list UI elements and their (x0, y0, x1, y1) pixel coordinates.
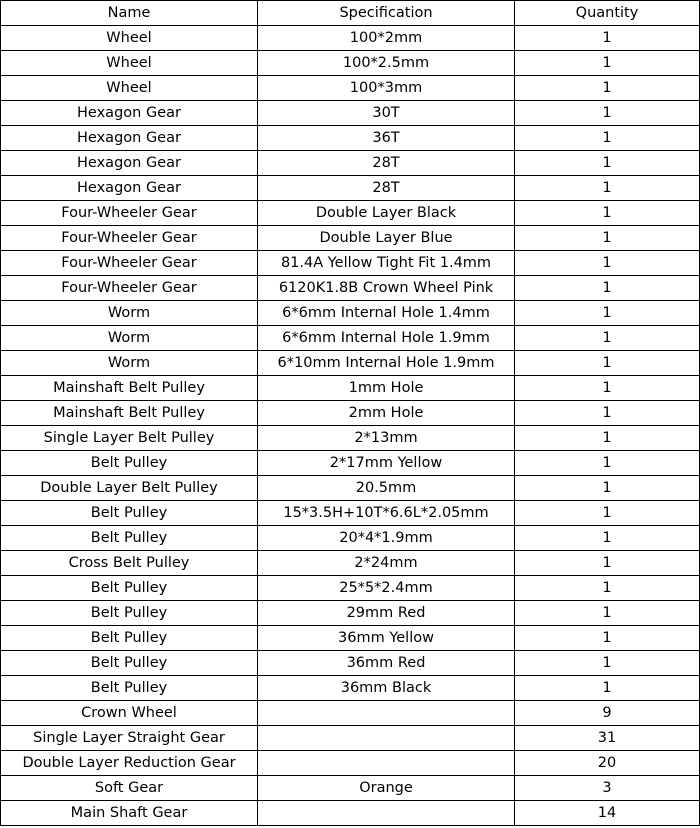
cell-name: Cross Belt Pulley (1, 551, 258, 576)
cell-name: Worm (1, 326, 258, 351)
cell-name: Crown Wheel (1, 701, 258, 726)
table-row (1, 551, 700, 576)
cell-name: Hexagon Gear (1, 151, 258, 176)
cell-quantity: 1 (515, 626, 700, 651)
table-row (1, 701, 700, 726)
cell-quantity: 1 (515, 576, 700, 601)
table-row (1, 301, 700, 326)
table-row (1, 501, 700, 526)
cell-name: Belt Pulley (1, 601, 258, 626)
cell-specification: 2*17mm Yellow (258, 451, 515, 476)
cell-specification (258, 701, 515, 726)
table-row (1, 201, 700, 226)
cell-quantity: 1 (515, 351, 700, 376)
cell-specification: 1mm Hole (258, 376, 515, 401)
cell-quantity: 1 (515, 326, 700, 351)
cell-specification: 36mm Black (258, 676, 515, 701)
cell-name: Four-Wheeler Gear (1, 251, 258, 276)
cell-quantity: 1 (515, 276, 700, 301)
cell-quantity: 1 (515, 476, 700, 501)
cell-specification: 6*10mm Internal Hole 1.9mm (258, 351, 515, 376)
column-header-name: Name (1, 1, 258, 26)
cell-quantity: 14 (515, 801, 700, 826)
cell-quantity: 1 (515, 51, 700, 76)
cell-name: Belt Pulley (1, 576, 258, 601)
table-row (1, 276, 700, 301)
cell-name: Hexagon Gear (1, 101, 258, 126)
cell-quantity: 1 (515, 551, 700, 576)
cell-specification: 100*2mm (258, 26, 515, 51)
cell-specification (258, 751, 515, 776)
table-row (1, 676, 700, 701)
table-row (1, 76, 700, 101)
cell-quantity: 1 (515, 376, 700, 401)
table-row (1, 576, 700, 601)
cell-quantity: 1 (515, 201, 700, 226)
cell-quantity: 1 (515, 401, 700, 426)
table-header-row (1, 1, 700, 26)
cell-name: Hexagon Gear (1, 176, 258, 201)
cell-quantity: 1 (515, 676, 700, 701)
cell-specification: 2*24mm (258, 551, 515, 576)
cell-name: Wheel (1, 26, 258, 51)
cell-name: Hexagon Gear (1, 126, 258, 151)
cell-name: Double Layer Belt Pulley (1, 476, 258, 501)
cell-specification: 28T (258, 176, 515, 201)
table-row (1, 751, 700, 776)
cell-specification: 2*13mm (258, 426, 515, 451)
cell-name: Four-Wheeler Gear (1, 201, 258, 226)
cell-quantity: 1 (515, 526, 700, 551)
cell-quantity: 1 (515, 426, 700, 451)
cell-quantity: 1 (515, 601, 700, 626)
cell-quantity: 9 (515, 701, 700, 726)
cell-specification: 81.4A Yellow Tight Fit 1.4mm (258, 251, 515, 276)
cell-name: Belt Pulley (1, 651, 258, 676)
cell-name: Wheel (1, 76, 258, 101)
column-header-quantity: Quantity (515, 1, 700, 26)
table-row (1, 326, 700, 351)
cell-specification: 2mm Hole (258, 401, 515, 426)
cell-name: Worm (1, 351, 258, 376)
table-row (1, 126, 700, 151)
cell-specification: 6120K1.8B Crown Wheel Pink (258, 276, 515, 301)
cell-name: Belt Pulley (1, 501, 258, 526)
table-row (1, 451, 700, 476)
table-row (1, 626, 700, 651)
cell-quantity: 1 (515, 251, 700, 276)
cell-quantity: 1 (515, 301, 700, 326)
table-row (1, 776, 700, 801)
column-header-specification: Specification (258, 1, 515, 26)
cell-specification: 100*3mm (258, 76, 515, 101)
cell-specification: Orange (258, 776, 515, 801)
table-row (1, 251, 700, 276)
cell-name: Wheel (1, 51, 258, 76)
cell-quantity: 1 (515, 151, 700, 176)
cell-name: Belt Pulley (1, 451, 258, 476)
cell-name: Single Layer Straight Gear (1, 726, 258, 751)
cell-name: Belt Pulley (1, 626, 258, 651)
table-row (1, 226, 700, 251)
cell-name: Double Layer Reduction Gear (1, 751, 258, 776)
cell-quantity: 1 (515, 126, 700, 151)
cell-specification: 6*6mm Internal Hole 1.9mm (258, 326, 515, 351)
cell-specification: 36mm Red (258, 651, 515, 676)
table-row (1, 651, 700, 676)
table-row (1, 476, 700, 501)
table-row (1, 726, 700, 751)
cell-quantity: 31 (515, 726, 700, 751)
table-row (1, 801, 700, 826)
table-row (1, 401, 700, 426)
cell-name: Belt Pulley (1, 526, 258, 551)
cell-specification: 20*4*1.9mm (258, 526, 515, 551)
cell-specification: Double Layer Blue (258, 226, 515, 251)
cell-quantity: 1 (515, 101, 700, 126)
cell-specification: 6*6mm Internal Hole 1.4mm (258, 301, 515, 326)
cell-specification: 25*5*2.4mm (258, 576, 515, 601)
cell-name: Belt Pulley (1, 676, 258, 701)
table-row (1, 101, 700, 126)
cell-quantity: 1 (515, 651, 700, 676)
cell-name: Mainshaft Belt Pulley (1, 376, 258, 401)
cell-name: Four-Wheeler Gear (1, 276, 258, 301)
cell-name: Soft Gear (1, 776, 258, 801)
cell-specification: Double Layer Black (258, 201, 515, 226)
cell-quantity: 1 (515, 26, 700, 51)
cell-name: Single Layer Belt Pulley (1, 426, 258, 451)
cell-quantity: 1 (515, 76, 700, 101)
table-row (1, 26, 700, 51)
cell-specification: 29mm Red (258, 601, 515, 626)
cell-quantity: 20 (515, 751, 700, 776)
table-row (1, 51, 700, 76)
cell-specification: 15*3.5H+10T*6.6L*2.05mm (258, 501, 515, 526)
cell-quantity: 3 (515, 776, 700, 801)
cell-specification: 20.5mm (258, 476, 515, 501)
table-row (1, 376, 700, 401)
cell-name: Worm (1, 301, 258, 326)
cell-specification: 28T (258, 151, 515, 176)
table-row (1, 601, 700, 626)
cell-quantity: 1 (515, 176, 700, 201)
cell-name: Four-Wheeler Gear (1, 226, 258, 251)
table-row (1, 426, 700, 451)
cell-quantity: 1 (515, 226, 700, 251)
table-row (1, 176, 700, 201)
cell-quantity: 1 (515, 501, 700, 526)
cell-specification: 36mm Yellow (258, 626, 515, 651)
cell-specification: 100*2.5mm (258, 51, 515, 76)
cell-specification (258, 726, 515, 751)
cell-name: Mainshaft Belt Pulley (1, 401, 258, 426)
cell-specification: 36T (258, 126, 515, 151)
cell-specification (258, 801, 515, 826)
table-row (1, 151, 700, 176)
table-body (1, 26, 700, 826)
cell-specification: 30T (258, 101, 515, 126)
cell-name: Main Shaft Gear (1, 801, 258, 826)
table-row (1, 351, 700, 376)
table-row (1, 526, 700, 551)
cell-quantity: 1 (515, 451, 700, 476)
